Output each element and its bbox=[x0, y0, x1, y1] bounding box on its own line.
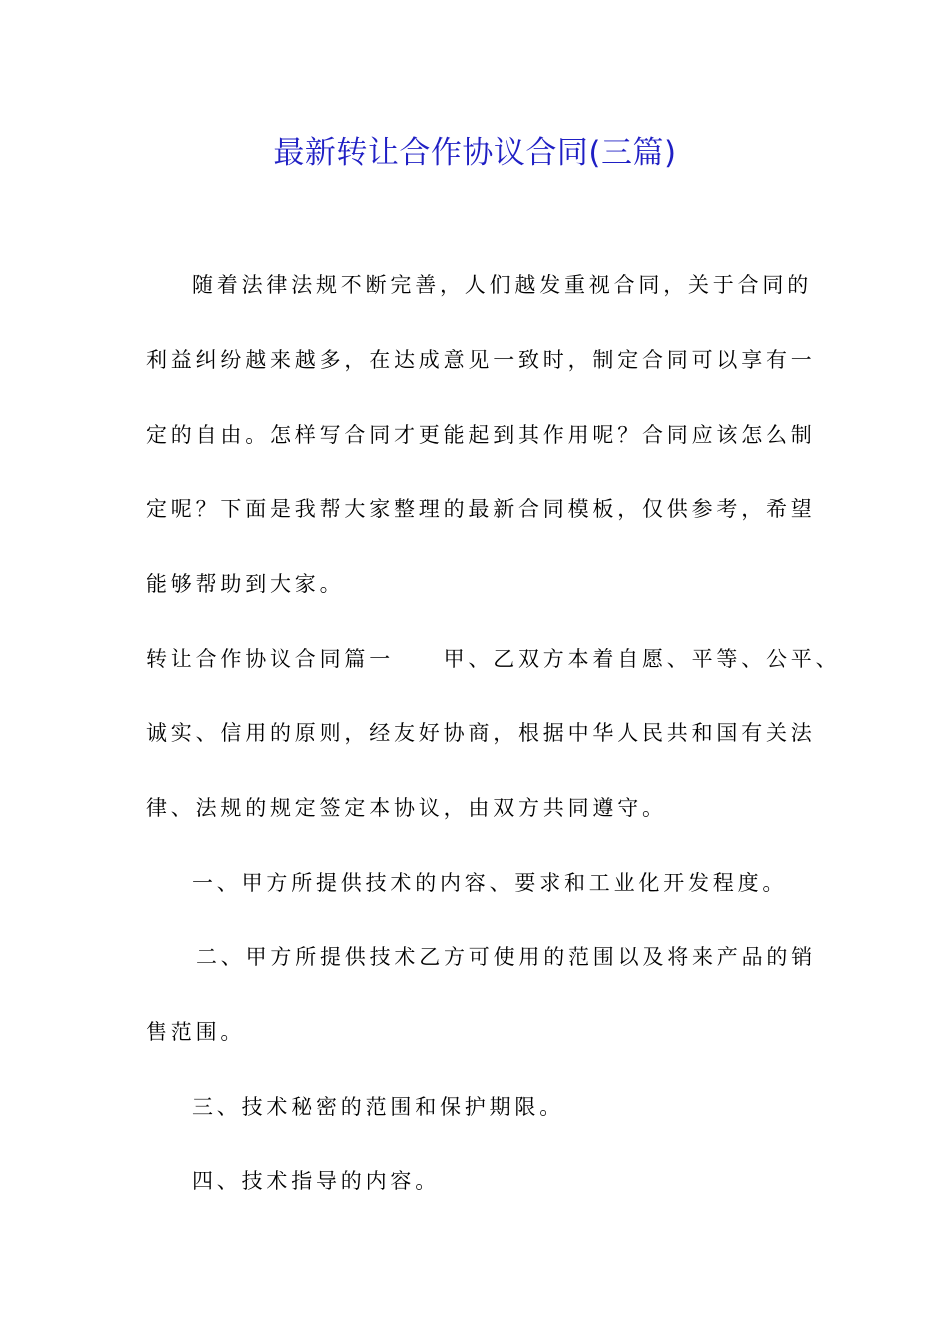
paragraph-line-5: 能够帮助到大家。 bbox=[146, 572, 345, 596]
paragraph-line-3: 定的自由。怎样写合同才更能起到其作用呢？合同应该怎么制 bbox=[146, 423, 816, 447]
paragraph-line-4: 定呢？下面是我帮大家整理的最新合同模板，仅供参考，希望 bbox=[146, 497, 816, 521]
paragraph-line-2: 利益纠纷越来越多，在达成意见一致时，制定合同可以享有一 bbox=[146, 348, 816, 372]
clause-2: 二、甲方所提供技术乙方可使用的范围以及将来产品的销 bbox=[196, 945, 816, 969]
paragraph-line-8: 律、法规的规定签定本协议，由双方共同遵守。 bbox=[146, 796, 667, 820]
clause-3: 三、技术秘密的范围和保护期限。 bbox=[192, 1095, 564, 1119]
clause-1: 一、甲方所提供技术的内容、要求和工业化开发程度。 bbox=[192, 871, 788, 895]
paragraph-line-1: 随着法律法规不断完善，人们越发重视合同，关于合同的 bbox=[192, 273, 812, 297]
clause-4: 四、技术指导的内容。 bbox=[192, 1169, 440, 1193]
section-heading-line: 转让合作协议合同篇一 甲、乙双方本着自愿、平等、公平、 bbox=[146, 647, 841, 671]
document-title: 最新转让合作协议合同(三篇) bbox=[273, 135, 677, 171]
clause-2-continued: 售范围。 bbox=[146, 1020, 246, 1044]
paragraph-line-7: 诚实、信用的原则，经友好协商，根据中华人民共和国有关法 bbox=[146, 721, 816, 745]
